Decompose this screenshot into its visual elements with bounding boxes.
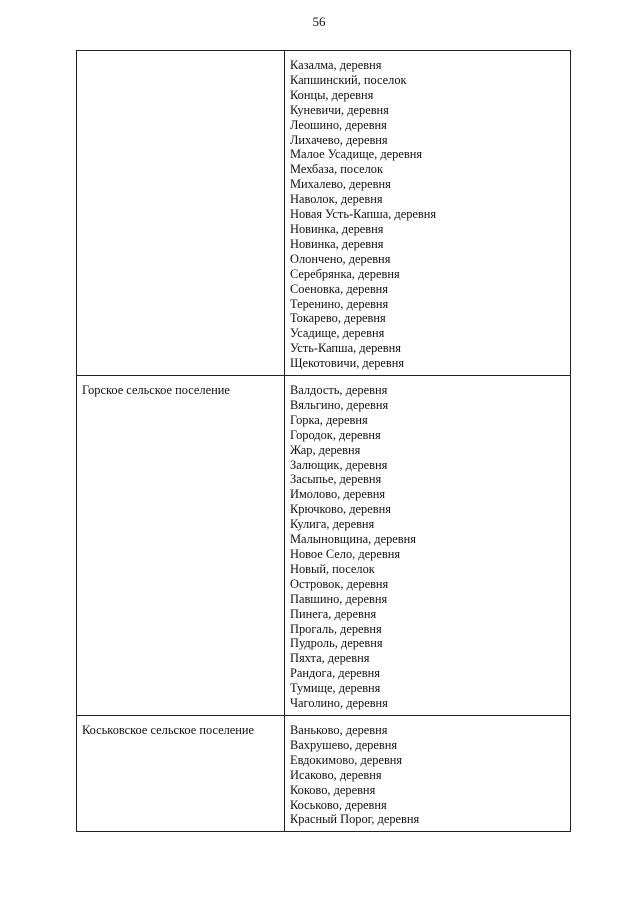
village-item: Концы, деревня bbox=[290, 87, 374, 102]
villages-cell bbox=[285, 715, 571, 831]
settlement-name: Коськовское сельское поселение bbox=[82, 722, 255, 737]
village-item: Щекотовичи, деревня bbox=[290, 356, 405, 371]
village-item: Куневичи, деревня bbox=[290, 102, 389, 117]
village-item: Теренино, деревня bbox=[290, 296, 389, 311]
village-item: Рандога, деревня bbox=[290, 666, 380, 681]
village-item: Новый, поселок bbox=[290, 561, 375, 576]
village-item: Красный Порог, деревня bbox=[290, 812, 420, 827]
village-item: Новинка, деревня bbox=[290, 236, 384, 251]
village-item: Чаголино, деревня bbox=[290, 696, 388, 711]
table-row bbox=[77, 51, 571, 376]
village-item: Новое Село, деревня bbox=[290, 547, 401, 561]
village-item: Горка, деревня bbox=[290, 412, 368, 427]
village-item: Пяхта, деревня bbox=[290, 651, 370, 666]
village-item: Малое Усадище, деревня bbox=[290, 147, 423, 162]
village-item: Коськово, деревня bbox=[290, 797, 387, 812]
village-item: Кулига, деревня bbox=[290, 517, 375, 532]
village-item: Лихачево, деревня bbox=[290, 132, 388, 147]
village-item: Соеновка, деревня bbox=[290, 281, 388, 296]
village-item: Казалма, деревня bbox=[290, 58, 382, 72]
village-item: Малыновщина, деревня bbox=[290, 532, 416, 547]
village-item: Пинега, деревня bbox=[290, 606, 377, 621]
villages-cell bbox=[285, 51, 571, 376]
village-item: Залющик, деревня bbox=[290, 457, 388, 472]
village-item: Тумище, деревня bbox=[290, 681, 381, 696]
table-row bbox=[77, 715, 571, 831]
village-item: Новая Усть-Капша, деревня bbox=[290, 207, 437, 222]
village-item: Вахрушево, деревня bbox=[290, 737, 398, 752]
village-item: Городок, деревня bbox=[290, 427, 381, 442]
villages-cell bbox=[285, 376, 571, 716]
village-item: Засыпье, деревня bbox=[290, 472, 382, 487]
village-item: Усть-Капша, деревня bbox=[290, 341, 401, 356]
village-item: Исаково, деревня bbox=[290, 767, 382, 782]
village-item: Жар, деревня bbox=[290, 442, 361, 457]
village-item: Коково, деревня bbox=[290, 782, 376, 797]
village-item: Евдокимово, деревня bbox=[290, 752, 403, 767]
village-item: Вяльгино, деревня bbox=[290, 397, 389, 412]
village-item: Токарево, деревня bbox=[290, 311, 386, 326]
village-item: Прогаль, деревня bbox=[290, 621, 382, 636]
settlement-name-cell bbox=[77, 51, 285, 376]
village-item: Новинка, деревня bbox=[290, 221, 384, 236]
village-item: Павшино, деревня bbox=[290, 591, 388, 606]
village-item: Капшинский, поселок bbox=[290, 72, 407, 87]
table-body bbox=[77, 51, 571, 832]
village-item: Ваньково, деревня bbox=[290, 722, 388, 737]
village-item: Валдость, деревня bbox=[290, 383, 388, 398]
settlement-name: Горское сельское поселение bbox=[82, 383, 230, 398]
village-item: Усадище, деревня bbox=[290, 326, 385, 341]
page-number: 56 bbox=[312, 14, 326, 29]
table-row bbox=[77, 376, 571, 716]
settlement-name-cell bbox=[77, 715, 285, 831]
village-item: Имолово, деревня bbox=[290, 487, 386, 502]
village-item: Островок, деревня bbox=[290, 576, 389, 591]
village-item: Михалево, деревня bbox=[290, 177, 391, 192]
village-item: Олончено, деревня bbox=[290, 251, 391, 266]
village-item: Серебрянка, деревня bbox=[290, 266, 400, 281]
settlements-table bbox=[76, 50, 571, 832]
village-item: Наволок, деревня bbox=[290, 192, 383, 207]
settlement-name-cell bbox=[77, 376, 285, 716]
village-item: Мехбаза, поселок bbox=[290, 162, 383, 177]
village-item: Крючково, деревня bbox=[290, 502, 391, 517]
village-item: Пудроль, деревня bbox=[290, 636, 383, 651]
village-item: Леошино, деревня bbox=[290, 117, 387, 132]
